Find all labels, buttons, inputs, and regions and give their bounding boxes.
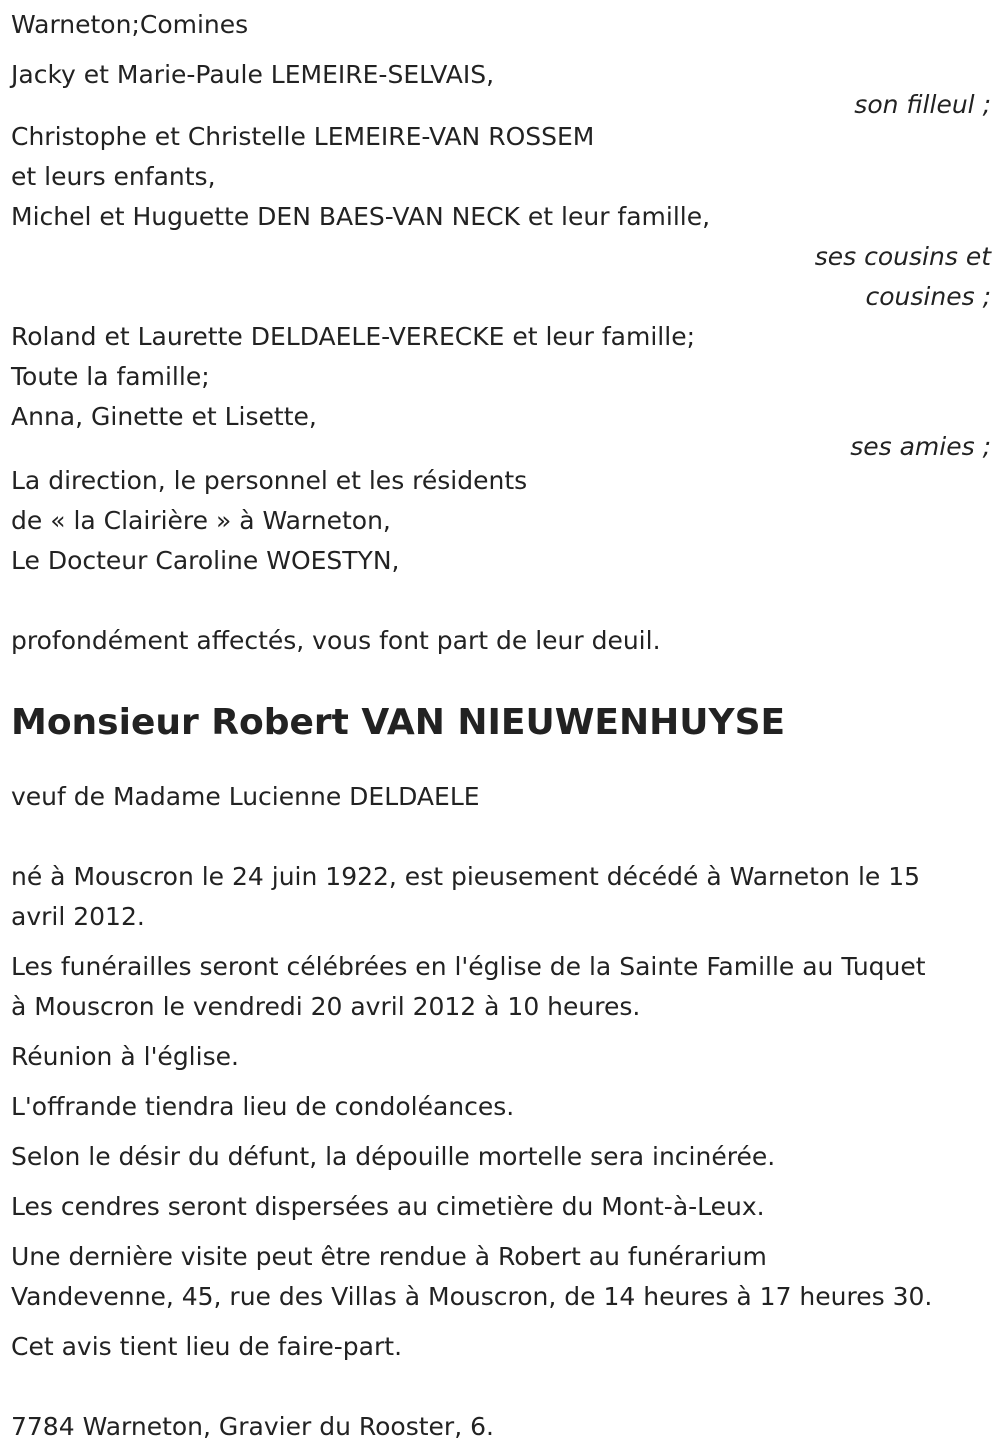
cremation-line: Selon le désir du défunt, la dépouille mortelle sera incinérée. <box>11 1142 776 1171</box>
cousins-relation: cousines ; <box>865 282 991 311</box>
godson-name: Jacky et Marie-Paule LEMEIRE-SELVAIS, <box>11 60 495 89</box>
care-line: Le Docteur Caroline WOESTYN, <box>11 546 400 575</box>
cousins-line: Christophe et Christelle LEMEIRE-VAN ROSSEM <box>11 122 595 151</box>
friends-line: Anna, Ginette et Lisette, <box>11 402 317 431</box>
cousins-line: Michel et Huguette DEN BAES-VAN NECK et leur famille, <box>11 202 711 231</box>
obituary-notice <box>11 5 991 1447</box>
cousins-relation: ses cousins et <box>814 242 991 271</box>
birth-death-paragraph <box>11 857 991 937</box>
funeral-line: à Mouscron le vendredi 20 avril 2012 à 10 heures. <box>11 992 641 1021</box>
visit-line: Vandevenne, 45, rue des Villas à Mouscron, de 14 heures à 17 heures 30. <box>11 1282 933 1311</box>
notice-line: Cet avis tient lieu de faire-part. <box>11 1332 403 1361</box>
birth-death-line: avril 2012. <box>11 902 145 931</box>
announcement: profondément affectés, vous font part de leur deuil. <box>11 626 661 655</box>
care-line: La direction, le personnel et les résidents <box>11 466 528 495</box>
godson-relation: son filleul ; <box>854 90 991 119</box>
place-header: Warneton;Comines <box>11 10 249 39</box>
address: 7784 Warneton, Gravier du Rooster, 6. <box>11 1412 494 1441</box>
funeral-paragraph <box>11 947 991 1027</box>
family-line: Toute la famille; <box>11 362 210 391</box>
visit-paragraph <box>11 1237 991 1317</box>
deceased-name: Monsieur Robert VAN NIEUWENHUYSE <box>11 702 786 743</box>
cousins-line: et leurs enfants, <box>11 162 216 191</box>
friends-relation: ses amies ; <box>850 432 991 461</box>
spouse-line: veuf de Madame Lucienne DELDAELE <box>11 782 480 811</box>
family-line: Roland et Laurette DELDAELE-VERECKE et leur famille; <box>11 322 695 351</box>
funeral-line: Les funérailles seront célébrées en l'église de la Sainte Famille au Tuquet <box>11 952 926 981</box>
offering-line: L'offrande tiendra lieu de condoléances. <box>11 1092 515 1121</box>
care-line: de « la Clairière » à Warneton, <box>11 506 391 535</box>
ashes-line: Les cendres seront dispersées au cimetière du Mont-à-Leux. <box>11 1192 765 1221</box>
birth-death-line: né à Mouscron le 24 juin 1922, est pieusement décédé à Warneton le 15 <box>11 862 921 891</box>
visit-line: Une dernière visite peut être rendue à Robert au funérarium <box>11 1242 767 1271</box>
meeting-line: Réunion à l'église. <box>11 1042 239 1071</box>
